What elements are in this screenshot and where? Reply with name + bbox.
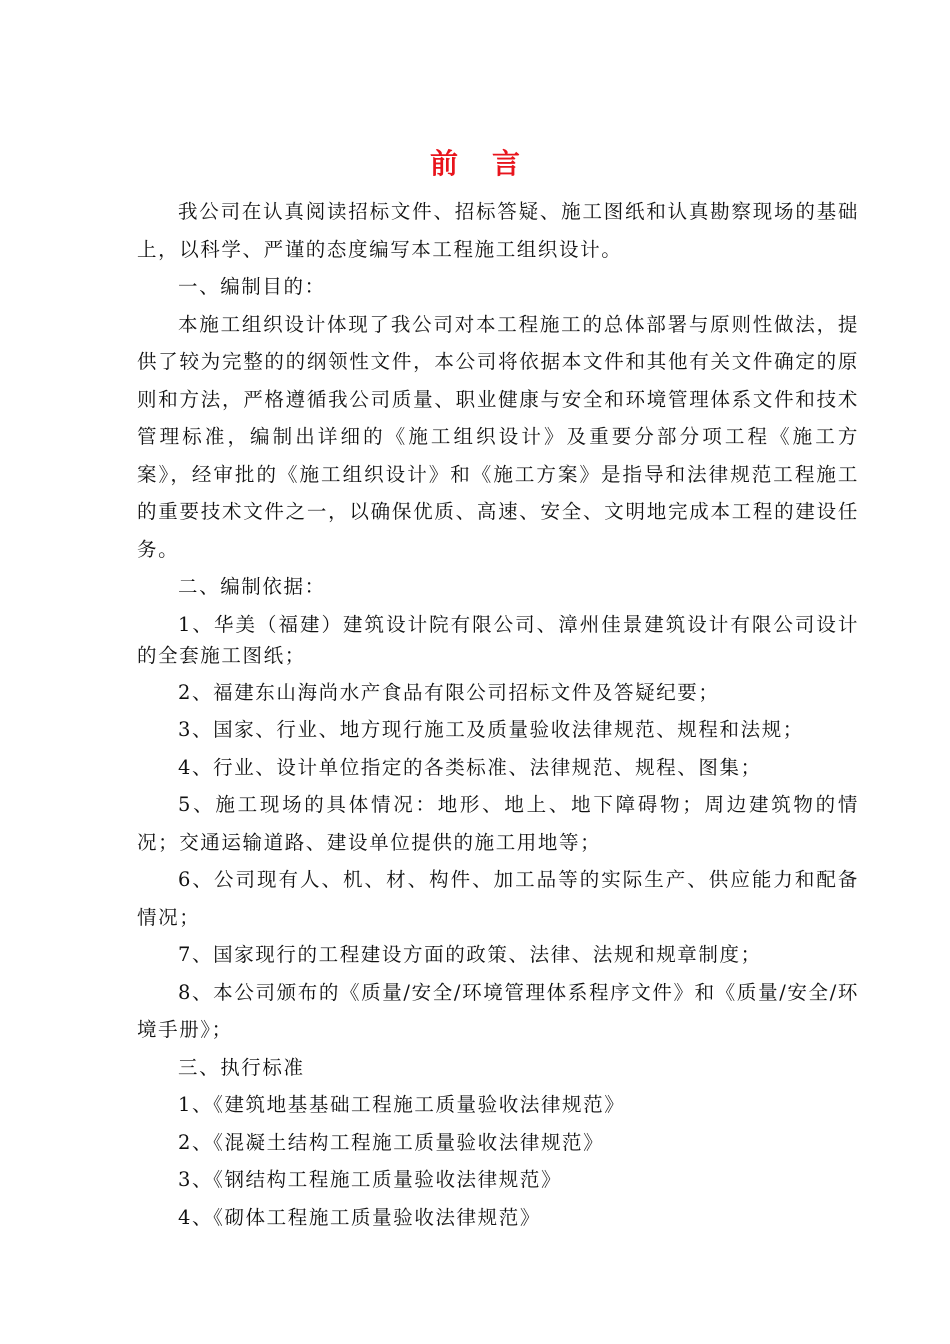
- basis-item: 4、行业、设计单位指定的各类标准、法律规范、规程、图集；: [178, 755, 762, 779]
- intro-paragraph: 我公司在认真阅读招标文件、招标答疑、施工图纸和认真勘察现场的基础上，以科学、严谨的态度编写本工程施工组织设计。: [137, 200, 859, 261]
- basis-item: 3、国家、行业、地方现行施工及质量验收法律规范、规程和法规；: [178, 718, 804, 741]
- basis-item: 8、本公司颁布的《质量/安全/环境管理体系程序文件》和《质量/安全/环境手册》；: [137, 980, 859, 1041]
- page-title: 前言: [429, 147, 554, 180]
- basis-item: 7、国家现行的工程建设方面的政策、法律、法规和规章制度；: [178, 943, 762, 966]
- purpose-paragraph: 本施工组织设计体现了我公司对本工程施工的总体部署与原则性做法，提供了较为完整的的纲领性文件，本公司将依据本文件和其他有关文件确定的原则和方法，严格遵循我公司质量、职业健康与安全和环境管理体系文件和技术管理标准，编制出详细的《施工组织设计》及重要分部分项工程《施工方案》，经审批的《施工组织设计》和《施工方案》是指导和法律规范工程施工的重要技术文件之一，以确保优质、高速、安全、文明地完成本工程的建设任务。: [137, 312, 859, 561]
- standard-item: 1、《建筑地基基础工程施工质量验收法律规范》: [178, 1093, 626, 1116]
- basis-item: 1、华美（福建）建筑设计院有限公司、漳州佳景建筑设计有限公司设计的全套施工图纸；: [137, 612, 859, 667]
- basis-item: 6、公司现有人、机、材、构件、加工品等的实际生产、供应能力和配备情况；: [137, 868, 859, 929]
- standard-item: 3、《钢结构工程施工质量验收法律规范》: [178, 1168, 563, 1191]
- section-heading-basis: 二、编制依据：: [178, 575, 326, 598]
- standard-item: 4、《砌体工程施工质量验收法律规范》: [178, 1205, 541, 1229]
- section-heading-standards: 三、执行标准: [178, 1055, 305, 1079]
- section-heading-purpose: 一、编制目的：: [178, 275, 326, 298]
- basis-item: 5、施工现场的具体情况：地形、地上、地下障碍物；周边建筑物的情况；交通运输道路、建设单位提供的施工用地等；: [137, 793, 859, 854]
- standard-item: 2、《混凝土结构工程施工质量验收法律规范》: [178, 1130, 605, 1154]
- document-body: [137, 193, 859, 1236]
- basis-item: 2、福建东山海尚水产食品有限公司招标文件及答疑纪要；: [178, 680, 720, 704]
